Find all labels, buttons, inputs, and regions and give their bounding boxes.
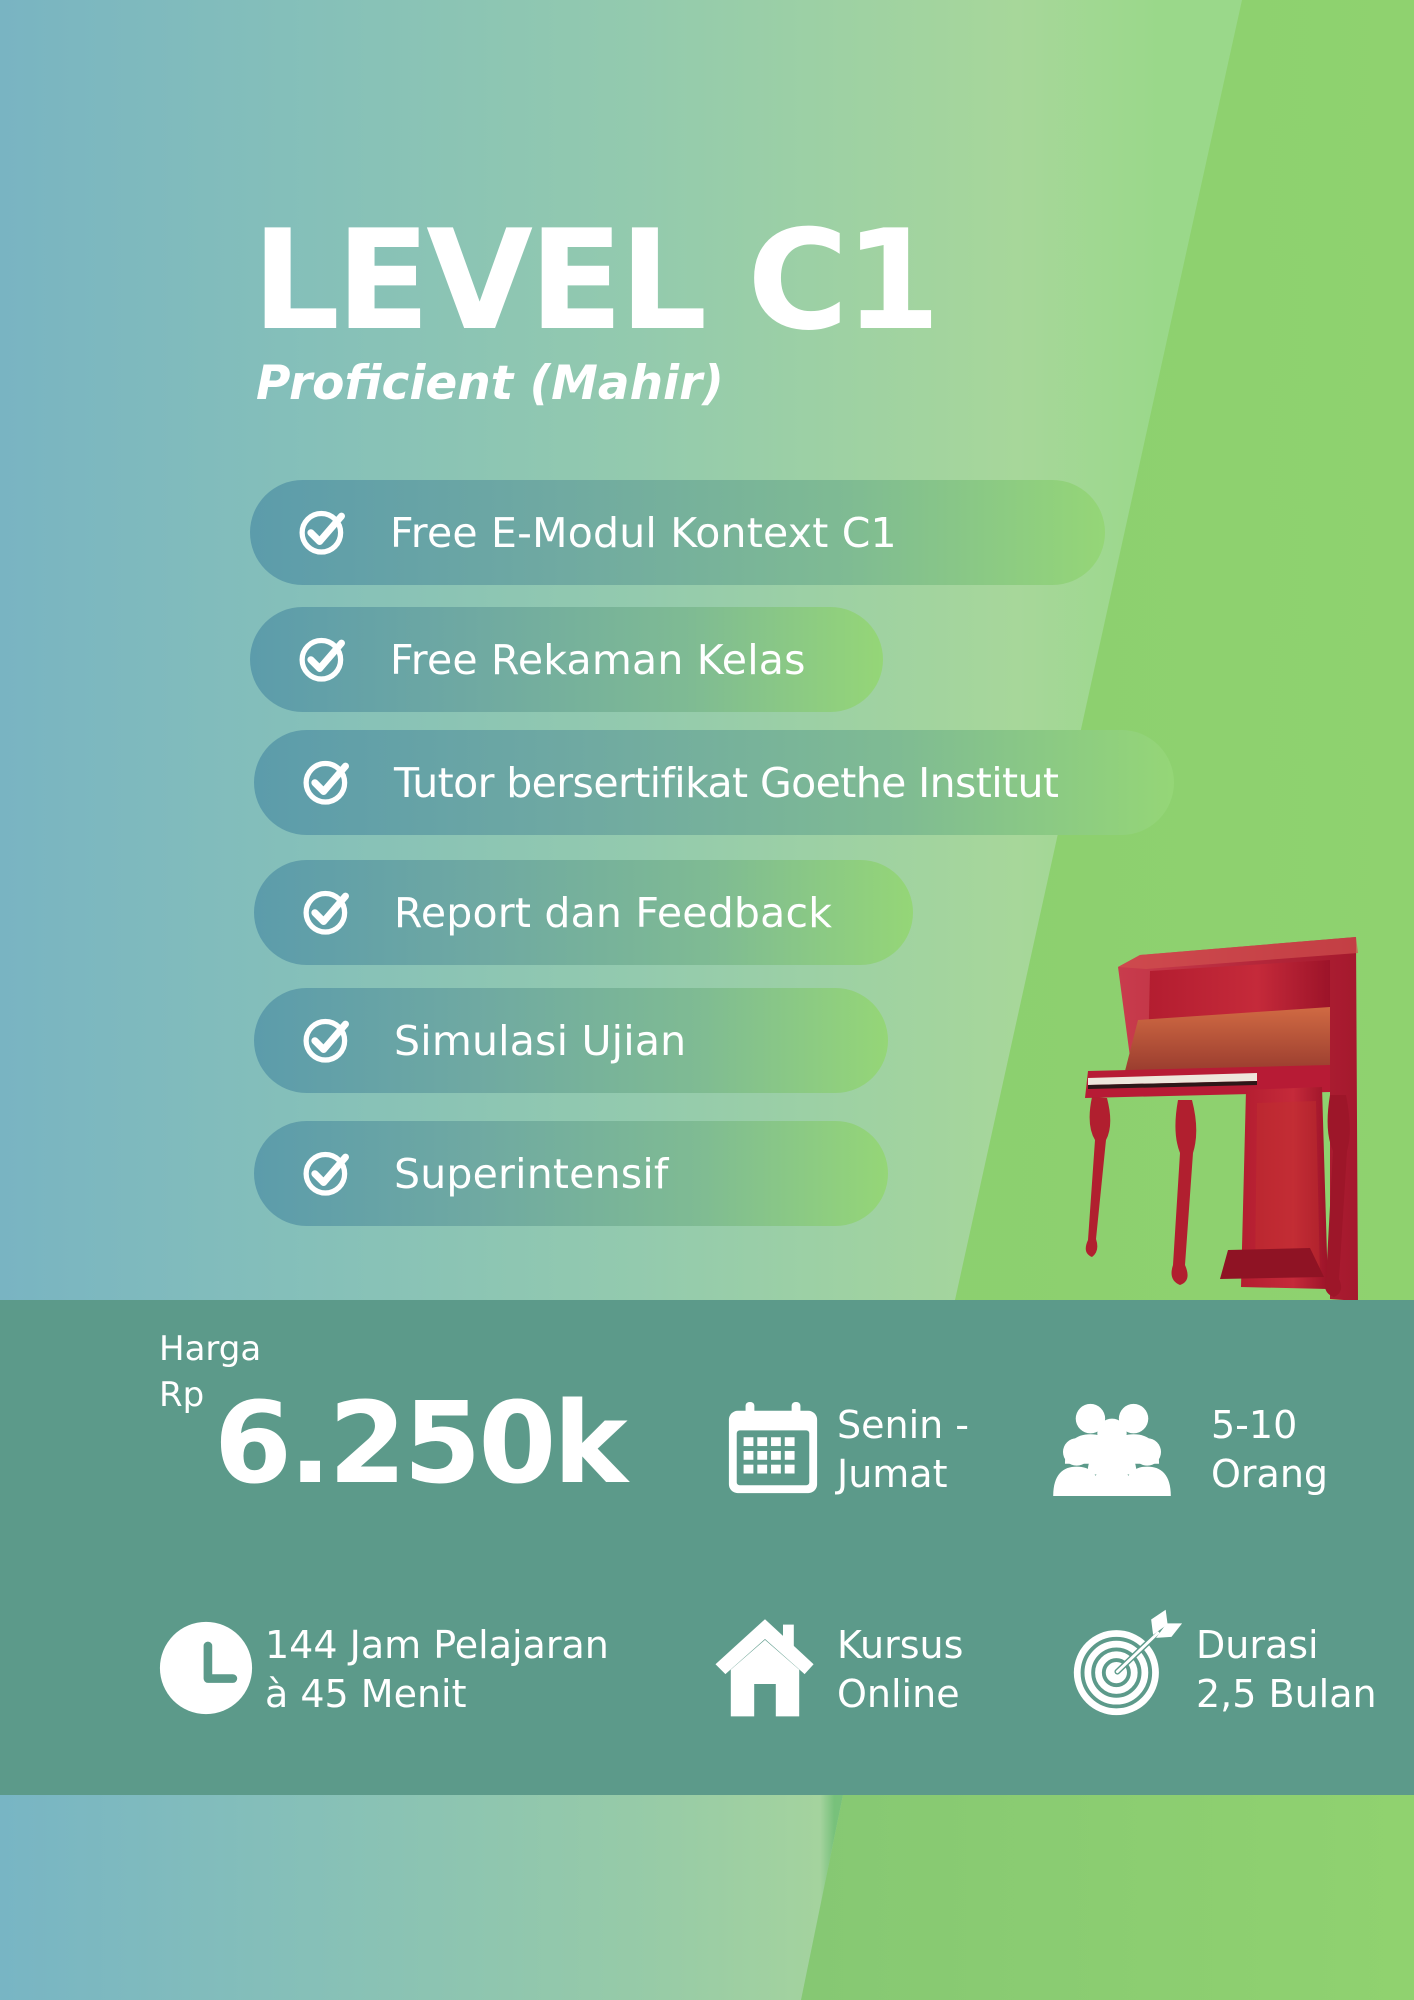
- duration-info: [1196, 1621, 1377, 1719]
- check-icon: [300, 1144, 356, 1200]
- group-line-1: 5-10: [1211, 1403, 1298, 1447]
- check-icon: [300, 753, 356, 809]
- calendar-icon: [724, 1400, 822, 1498]
- target-icon: [1068, 1604, 1186, 1720]
- upright-piano-image: [1030, 935, 1365, 1300]
- duration-line-2: 2,5 Bulan: [1196, 1672, 1377, 1716]
- hours-line-2: à 45 Menit: [265, 1672, 467, 1716]
- feature-item: [254, 1121, 888, 1226]
- feature-item: [254, 988, 888, 1093]
- price-amount: 6.250k: [214, 1379, 625, 1509]
- feature-item: [250, 607, 883, 712]
- duration-line-1: Durasi: [1196, 1623, 1319, 1667]
- currency-label: Rp: [159, 1375, 205, 1415]
- schedule-line-1: Senin -: [837, 1403, 970, 1447]
- clock-icon: [158, 1620, 254, 1716]
- check-icon: [300, 1011, 356, 1067]
- feature-item: [250, 480, 1105, 585]
- check-icon: [296, 630, 352, 686]
- feature-item: [254, 730, 1174, 835]
- info-band: [0, 1300, 1414, 1795]
- course-line-2: Online: [837, 1672, 960, 1716]
- hours-line-1: 144 Jam Pelajaran: [265, 1623, 609, 1667]
- price-label: Harga: [159, 1329, 262, 1369]
- level-subtitle: Proficient (Mahir): [256, 356, 724, 411]
- feature-label: Free Rekaman Kelas: [390, 635, 806, 684]
- lesson-hours-info: [265, 1621, 609, 1719]
- check-icon: [300, 883, 356, 939]
- feature-label: Report dan Feedback: [394, 888, 833, 937]
- feature-label: Superintensif: [394, 1149, 669, 1198]
- feature-label: Simulasi Ujian: [394, 1016, 687, 1065]
- group-size-info: [1211, 1401, 1328, 1499]
- feature-label: Tutor bersertifikat Goethe Institut: [394, 758, 1059, 807]
- level-title: LEVEL C1: [252, 200, 937, 361]
- check-icon: [296, 503, 352, 559]
- feature-label: Free E-Modul Kontext C1: [390, 508, 897, 557]
- home-icon: [710, 1612, 820, 1720]
- course-line-1: Kursus: [837, 1623, 964, 1667]
- group-icon: [1052, 1400, 1172, 1498]
- course-type-info: [837, 1621, 963, 1719]
- group-line-2: Orang: [1211, 1452, 1329, 1496]
- schedule-line-2: Jumat: [837, 1452, 948, 1496]
- schedule-info: [837, 1401, 969, 1499]
- feature-item: [254, 860, 913, 965]
